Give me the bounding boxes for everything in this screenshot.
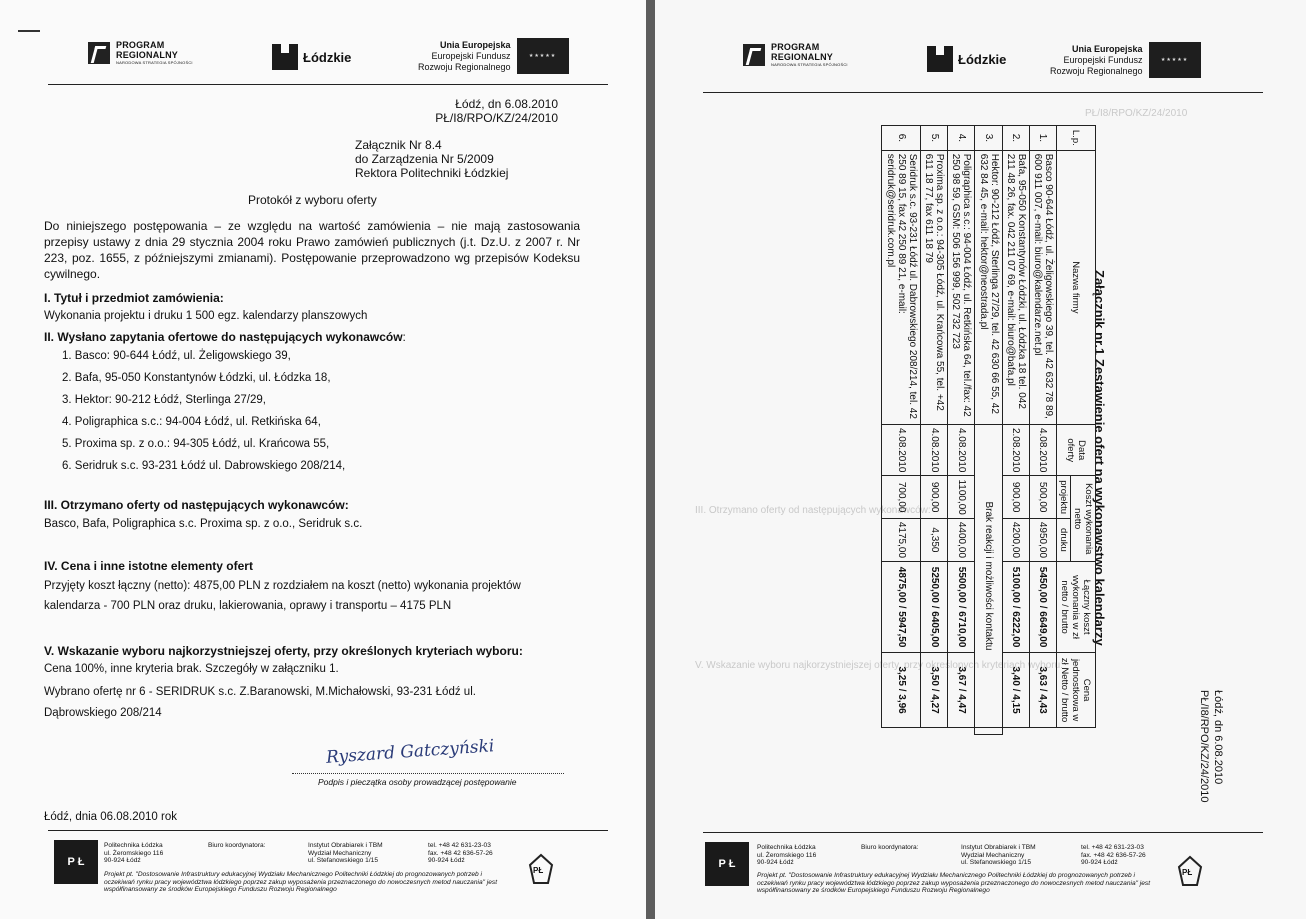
section-5-text-2: Wybrano ofertę nr 6 - SERIDRUK s.c. Z.Baranowski, M.Michałowski, 93-231 Łódź ul. (44, 686, 476, 698)
table-row (1029, 126, 1056, 735)
project-note: Projekt pt. "Dostosowanie Infrastruktury edukacyjnej Wydziału Mechanicznego Politechniki Łódzkiej do prognozowanych potrzeb i oczekiwań rynku pracy województwa łódzkiego poprzez zakup wyposażenia przeznaczonego do nowoczesnych metod nauczania" jest współfinansowany ze środków Europejskiego Funduszu Rozwoju Regionalnego (104, 871, 498, 893)
bleed-through-1: PŁ/I8/RPO/KZ/24/2010 (1085, 108, 1188, 119)
annex-rector: Rektora Politechniki Łódzkiej (355, 166, 509, 180)
cell-print: 4,350 (921, 518, 948, 561)
section-5-heading: V. Wskazanie wyboru najkorzystniejszej oferty, przy określonych kryteriach wyboru: (44, 644, 523, 658)
cell-print: 4950,00 (1029, 518, 1056, 561)
eu-logo (418, 38, 569, 74)
contractor-item: 1. Basco: 90-644 Łódź, ul. Żeligowskiego 39, (62, 350, 291, 362)
cell-firm: Proxima sp. z o.o.: 94-305 Łódź, ul. Krańcowa 55, tel. +42 611 18 77, fax 611 18 79 (921, 150, 948, 424)
institute-contact-right: tel. +48 42 631-23-03 fax. +48 42 636-57-26 90-924 Łódź (1081, 844, 1146, 866)
offers-table-container (881, 125, 1096, 735)
contractor-item: 2. Bafa, 95-050 Konstantynów Łódzki, ul. Łódzka 18, (62, 372, 331, 384)
table-row (975, 126, 1002, 735)
footer-rule-right (703, 832, 1263, 833)
cell-firm: Poligraphica s.c.: 94-004 Łódź, ul. Retkińska 64, tel./fax: 42 250 98 59, GSM: 506 156 999, 502 732 723 (948, 150, 975, 424)
contractor-item: 4. Poligraphica s.c.: 94-004 Łódź, ul. Retkińska 64, (62, 416, 321, 428)
cell-total: 5500,00 / 6710,00 (948, 562, 975, 653)
cell-no-response: Brak reakcji i możliwości kontaktu (975, 424, 1002, 727)
table-row (1002, 126, 1029, 735)
university-address: Politechnika Łódzka ul. Żeromskiego 116 90-924 Łódź (104, 842, 164, 864)
eu-line2-right: Rozwoju Regionalnego (1050, 65, 1143, 76)
header-rule-right (703, 92, 1263, 93)
section-2-heading: II. Wysłano zapytania ofertowe do następujących wykonawców (44, 330, 403, 344)
coordinator-label-right: Biuro koordynatora: (861, 844, 919, 851)
right-reference-number: PŁ/I8/RPO/KZ/24/2010 (1198, 690, 1210, 803)
header-rule (48, 84, 608, 85)
lodzkie-logo-right (927, 46, 1006, 72)
program-title: PROGRAM REGIONALNY (116, 40, 179, 60)
section-3-heading: III. Otrzymano oferty od następujących wykonawców: (44, 498, 349, 512)
date-place: Łódź, dn 6.08.2010 (455, 97, 558, 111)
cell-date: 4.08.2010 (948, 424, 975, 476)
project-note-right: Projekt pt. "Dostosowanie Infrastruktury edukacyjnej Wydziału Mechanicznego Politechniki Łódzkiej do prognozowanych potrzeb i oczekiwań rynku pracy województwa łódzkiego poprzez zakup wyposażenia przeznaczonego do nowoczesnych metod nauczania" jest współfinansowany ze środków Europejskiego Funduszu Rozwoju Regionalnego (757, 872, 1151, 894)
contractor-item: 3. Hektor: 90-212 Łódź, Sterlinga 27/29, (62, 394, 266, 406)
cell-project: 700,00 (882, 476, 921, 518)
bleed-through-2: III. Otrzymano oferty od następujących wykonawców: (695, 505, 931, 516)
cell-firm: Seridruk s.c. 93-231 Łódź ul. Dabrowskiego 208/214, tel. 42 250 89 15, fax 42 250 89 21, e-mail: seridruk@seridruk.com.pl (882, 150, 921, 424)
intro-paragraph: Do niniejszego postępowania – ze względu na wartość zamówienia – nie mają zastosowania przepisy ustawy z dnia 29 stycznia 2004 roku Prawo zamówień publicznych (j.t. Dz.U. z 2007 r. Nr 223, poz. 1655, z późniejszymi zmianami). Postępowanie przeprowadzono wg przepisów Kodeksu cywilnego. (44, 219, 580, 281)
cell-unit (975, 728, 1002, 735)
signature: Ryszard Gatczyński (325, 736, 495, 768)
section-3-text: Basco, Bafa, Poligraphica s.c. Proxima sp. z o.o., Seridruk s.c. (44, 518, 363, 530)
institute-address-right: Instytut Obrabiarek i TBM Wydział Mechaniczny ul. Stefanowskiego 1/15 (961, 844, 1036, 866)
table-row (948, 126, 975, 735)
col-total: Łączny koszt wykonania w zł netto / brutto (1057, 562, 1096, 653)
cell-unit: 3,63 / 4,43 (1029, 653, 1056, 728)
section-4-text-1: Przyjęty koszt łączny (netto): 4875,00 PLN z rozdziałem na koszt (netto) wykonania projektów (44, 580, 521, 592)
lodzkie-label-right: Łódzkie (958, 51, 1007, 67)
cell-project: 500,00 (1029, 476, 1056, 518)
offers-table (881, 125, 1096, 735)
cell-firm: Basco 90-644 Łódź, ul. Żeligowskiego 39, tel. 42 632 78 89, 600 911 007, e-mail: biuro@kalendarze.net.pl (1029, 150, 1056, 424)
bleed-through-3: V. Wskazanie wyboru najkorzystniejszej oferty, przy określonych kryteriach wyboru: (695, 660, 1063, 671)
eu-flag-icon-right: ★★★★★ (1149, 42, 1201, 78)
col-lp: L.p. (1057, 126, 1096, 151)
cell-total: 5250,00 / 6405,00 (921, 562, 948, 653)
program-regionalny-icon (88, 42, 110, 64)
col-date: Data oferty (1057, 424, 1096, 476)
cell-total: 4875,00 / 5947,50 (882, 562, 921, 653)
eu-line2: Rozwoju Regionalnego (418, 61, 511, 72)
footer-rule (48, 830, 608, 831)
cell-project: 1100,00 (948, 476, 975, 518)
section-2-heading-line (44, 329, 406, 345)
cell-print: 4200,00 (1002, 518, 1029, 561)
annex-table-title: Załącznik nr.1 Zestawienie ofert na wykonawstwo kalendarzy (1092, 270, 1107, 646)
cell-lp: 2. (1002, 126, 1029, 151)
cell-date: 4.08.2010 (1029, 424, 1056, 476)
cell-unit: 3,40 / 4,15 (1002, 653, 1029, 728)
col-firm: Nazwa firmy (1057, 150, 1096, 424)
cell-unit: 3,25 / 3,96 (882, 653, 921, 728)
cell-total: 5100,00 / 6222,00 (1002, 562, 1029, 653)
lodzkie-label: Łódzkie (303, 49, 352, 65)
section-2-colon: : (402, 330, 406, 344)
document-title: Protokół z wyboru oferty (248, 193, 377, 207)
eu-title: Unia Europejska (440, 39, 511, 50)
footer-date: Łódź, dnia 06.08.2010 rok (44, 811, 177, 823)
program-subtitle: NARODOWA STRATEGIA SPÓJNOŚCI (116, 60, 193, 65)
eu-logo-right (1050, 42, 1201, 78)
cell-project: 900,00 (1002, 476, 1029, 518)
politechnika-logo: P Ł (54, 840, 98, 884)
cell-date: 4.08.2010 (921, 424, 948, 476)
program-title-right: PROGRAM REGIONALNY (771, 42, 834, 62)
pl-emblem-label-right: PŁ (1182, 868, 1193, 877)
institute-address: Instytut Obrabiarek i TBM Wydział Mechaniczny ul. Stefanowskiego 1/15 (308, 842, 383, 864)
table-row (921, 126, 948, 735)
politechnika-logo-right: P Ł (705, 842, 749, 886)
pl-emblem-label: PŁ (533, 866, 544, 875)
cell-date: 4.08.2010 (882, 424, 921, 476)
col-print: druku (1057, 518, 1071, 561)
program-regionalny-logo-right (743, 42, 848, 67)
lodzkie-icon (272, 44, 298, 70)
section-4-text-2: kalendarza - 700 PLN oraz druku, lakierowania, oprawy i transportu – 4175 PLN (44, 600, 452, 612)
cell-unit: 3,50 / 4,27 (921, 653, 948, 728)
program-regionalny-logo (88, 40, 193, 65)
reference-number: PŁ/I8/RPO/KZ/24/2010 (435, 111, 558, 125)
program-regionalny-icon-right (743, 44, 765, 66)
university-address-right: Politechnika Łódzka ul. Żeromskiego 116 90-924 Łódź (757, 844, 817, 866)
col-project: projektu (1057, 476, 1071, 518)
annex-number: Załącznik Nr 8.4 (355, 138, 442, 152)
section-4-heading: IV. Cena i inne istotne elementy ofert (44, 559, 253, 573)
coordinator-label: Biuro koordynatora: (208, 842, 266, 849)
eu-line1: Europejski Fundusz (431, 50, 511, 61)
cell-lp: 5. (921, 126, 948, 151)
offers-table-body (882, 126, 1057, 735)
eu-flag-icon: ★★★★★ (517, 38, 569, 74)
protocol-page (0, 0, 646, 919)
signature-line (292, 773, 564, 774)
eu-line1-right: Europejski Fundusz (1063, 54, 1143, 65)
contractor-item: 6. Seridruk s.c. 93-231 Łódź ul. Dabrowskiego 208/214, (62, 460, 346, 472)
section-5-text-3: Dąbrowskiego 208/214 (44, 707, 162, 719)
cell-lp: 6. (882, 126, 921, 151)
eu-title-right: Unia Europejska (1072, 43, 1143, 54)
table-row (882, 126, 921, 735)
cell-firm: Bafa, 95-050 Konstantynów Łódzki, ul. Łódzka 18 tel. 042 211 48 26, fax. 042 211 07 69, e-mail: biuro@bafa.pl (1002, 150, 1029, 424)
section-5-text-1: Cena 100%, inne kryteria brak. Szczegóły w załączniku 1. (44, 663, 339, 675)
section-1-text: Wykonania projektu i druku 1 500 egz. kalendarzy planszowych (44, 310, 368, 322)
col-unit: Cena jednostkowa w zł Netto / brutto (1057, 653, 1096, 728)
annex-order: do Zarządzenia Nr 5/2009 (355, 152, 494, 166)
contractor-item: 5. Proxima sp. z o.o.: 94-305 Łódź, ul. Krańcowa 55, (62, 438, 330, 450)
col-net-cost: Koszt wykonania netto (1071, 476, 1096, 562)
institute-contact: tel. +48 42 631-23-03 fax. +48 42 636-57-26 90-924 Łódź (428, 842, 493, 864)
cell-lp: 1. (1029, 126, 1056, 151)
scan-mark (18, 30, 40, 32)
cell-lp: 4. (948, 126, 975, 151)
cell-lp: 3. (975, 126, 1002, 151)
cell-total: 5450,00 / 6649,00 (1029, 562, 1056, 653)
cell-print: 4175,00 (882, 518, 921, 561)
section-1-heading: I. Tytuł i przedmiot zamówienia: (44, 291, 224, 305)
right-date-place: Łódź, dn 6.08.2010 (1212, 690, 1224, 785)
cell-project: 900,00 (921, 476, 948, 518)
lodzkie-logo (272, 44, 351, 70)
program-subtitle-right: NARODOWA STRATEGIA SPÓJNOŚCI (771, 62, 848, 67)
cell-date: 2.08.2010 (1002, 424, 1029, 476)
cell-print: 4400,00 (948, 518, 975, 561)
signature-caption: Podpis i pieczątka osoby prowadzącej postępowanie (318, 777, 517, 787)
cell-unit: 3,67 / 4,47 (948, 653, 975, 728)
lodzkie-icon-right (927, 46, 953, 72)
cell-firm: Hektor: 90-212 Łódź, Sterlinga 27/29, tel. 42 630 66 55, 42 632 84 45, e-mail: hektor@neostrada.pl (975, 150, 1002, 424)
